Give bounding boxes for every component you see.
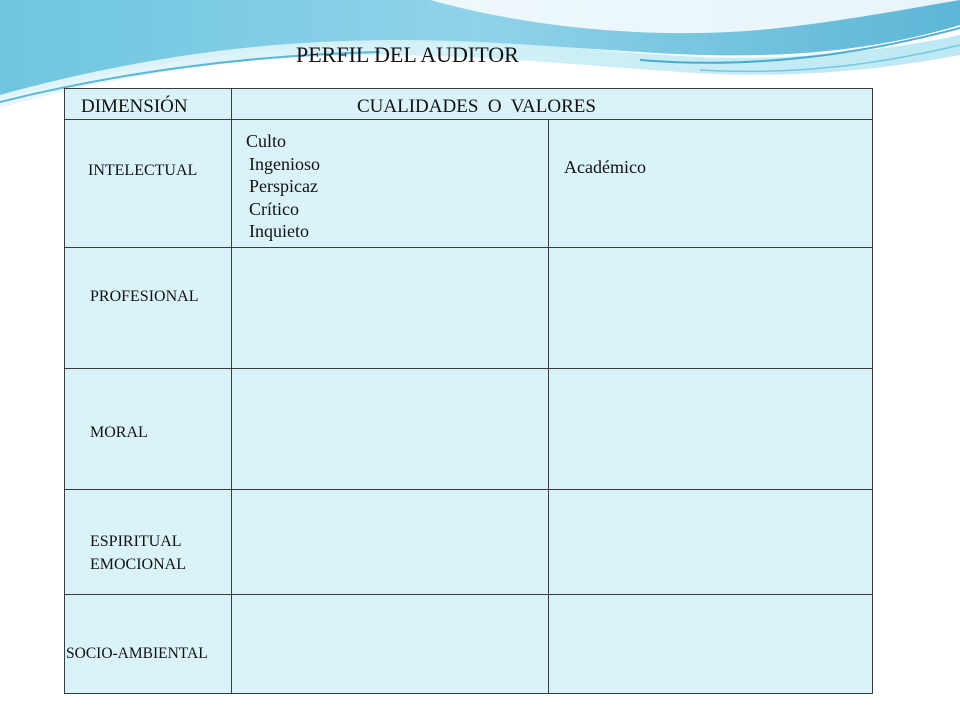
auditor-profile-table <box>64 88 873 694</box>
dimension-intelectual: INTELECTUAL <box>88 162 198 179</box>
header-qualities: CUALIDADES O VALORES <box>357 96 596 117</box>
quality-item: Culto <box>246 131 287 151</box>
quality-item: Inquieto <box>249 221 309 241</box>
row-divider <box>65 594 872 595</box>
row-divider <box>65 489 872 490</box>
qualities-list <box>246 130 320 243</box>
slide-title: PERFIL DEL AUDITOR <box>296 42 519 67</box>
dimension-profesional: PROFESIONAL <box>90 288 199 305</box>
dimension-line: EMOCIONAL <box>90 556 186 573</box>
dimension-moral: MORAL <box>90 424 148 441</box>
column-divider <box>231 89 232 693</box>
column-divider <box>548 119 549 694</box>
header-dimension: DIMENSIÓN <box>81 96 188 117</box>
dimension-espiritual-emocional <box>90 530 186 576</box>
quality-item: Ingenioso <box>249 153 320 174</box>
quality-item: Perspicaz <box>249 176 318 196</box>
row-divider <box>65 247 872 248</box>
quality-academico: Académico <box>564 157 646 177</box>
row-divider <box>65 368 872 369</box>
table-header-divider <box>65 119 872 120</box>
quality-item: Crítico <box>249 198 299 219</box>
dimension-socio-ambiental: SOCIO-AMBIENTAL <box>66 645 208 662</box>
dimension-line: ESPIRITUAL <box>90 533 182 550</box>
